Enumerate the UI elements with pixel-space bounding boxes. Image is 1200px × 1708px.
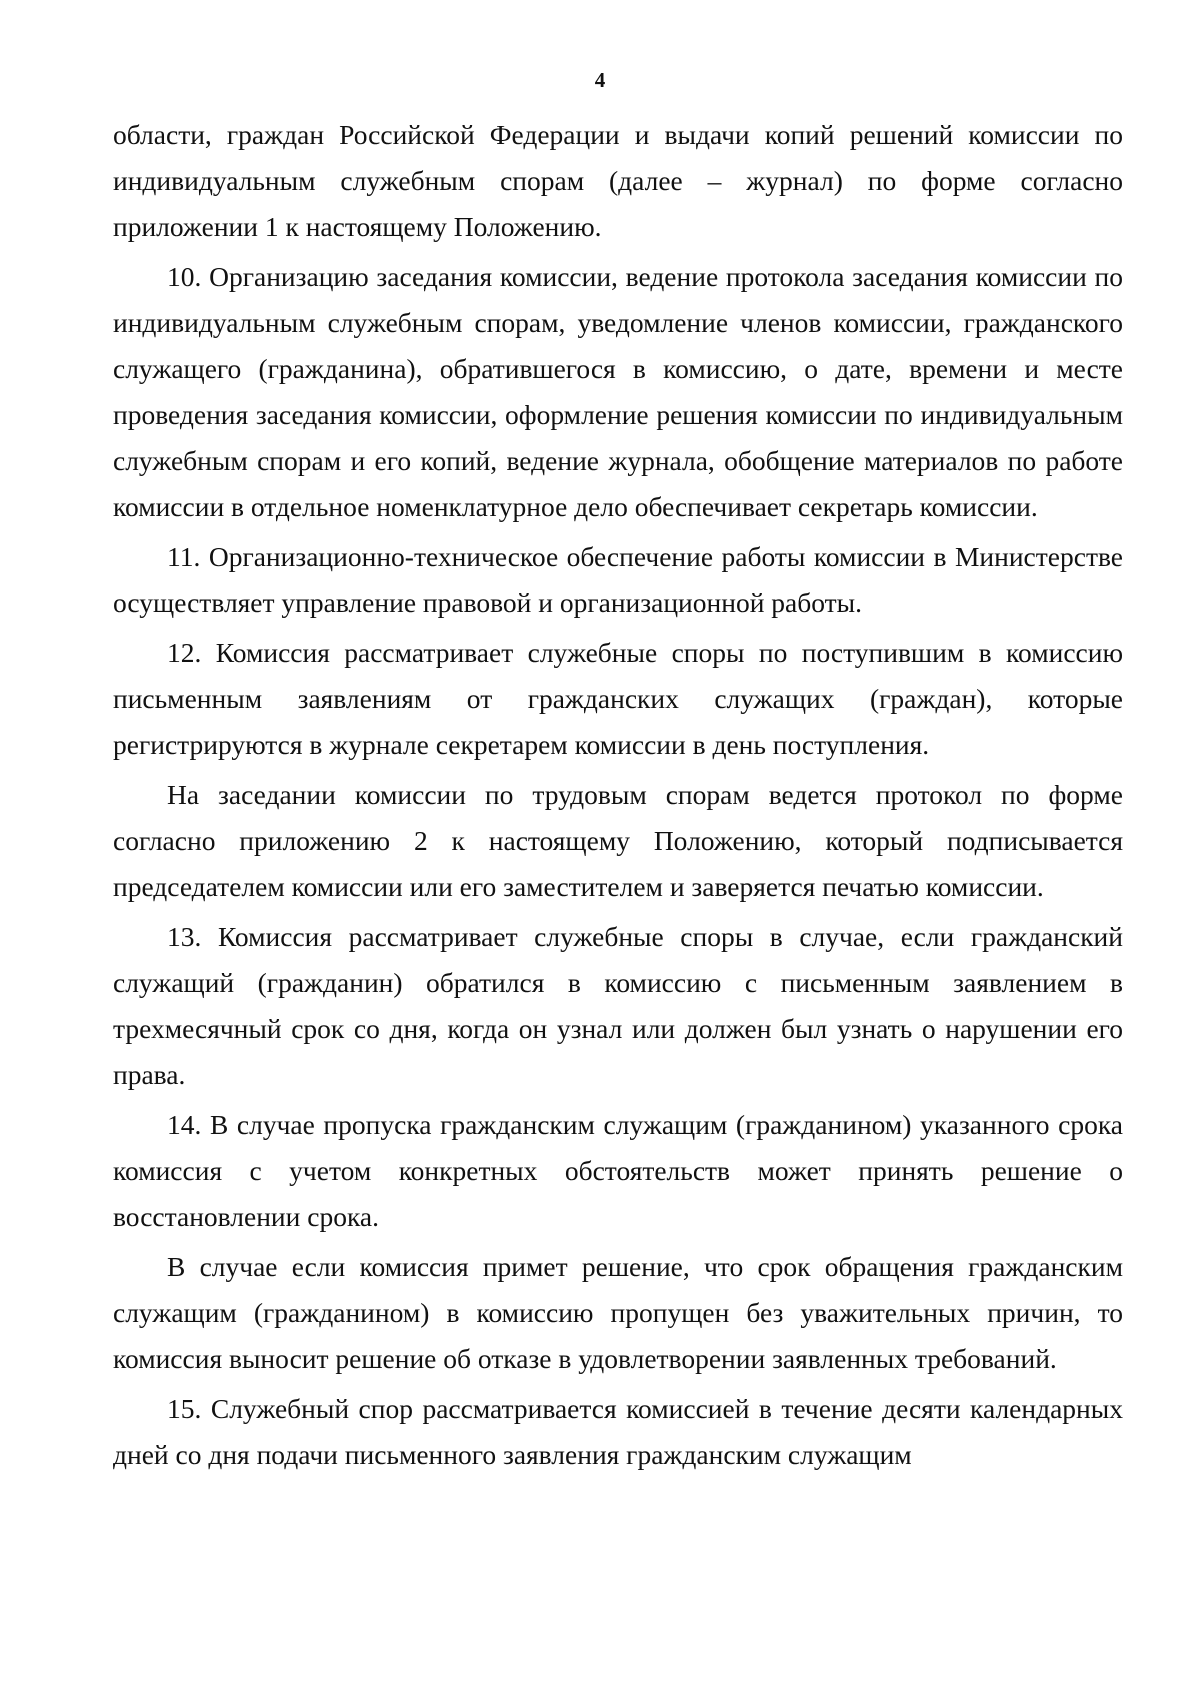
document-body [113, 112, 1123, 1478]
paragraph-12: 12. Комиссия рассматривает служебные споры по поступившим в комиссию письменным заявлениям от гражданских служащих (граждан), которые регистрируются в журнале секретарем комиссии в день поступления. [113, 637, 1123, 760]
paragraph-14: 14. В случае пропуска гражданским служащим (гражданином) указанного срока комиссия с учетом конкретных обстоятельств может принять решение о восстановлении срока. [113, 1109, 1123, 1232]
page-number: 4 [594, 68, 606, 92]
paragraph-14-refusal: В случае если комиссия примет решение, что срок обращения гражданским служащим (гражданином) в комиссию пропущен без уважительных причин, то комиссия выносит решение об отказе в удовлетворении заявленных требований. [113, 1251, 1123, 1374]
paragraph-11: 11. Организационно-техническое обеспечение работы комиссии в Министерстве осуществляет управление правовой и организационной работы. [113, 541, 1123, 618]
paragraph-13: 13. Комиссия рассматривает служебные споры в случае, если гражданский служащий (гражданин) обратился в комиссию с письменным заявлением в трехмесячный срок со дня, когда он узнал или должен был узнать о нарушении его права. [113, 921, 1123, 1090]
paragraph-12-protocol: На заседании комиссии по трудовым спорам ведется протокол по форме согласно приложению 2 к настоящему Положению, который подписывается председателем комиссии или его заместителем и заверяется печатью комиссии. [113, 779, 1123, 902]
paragraph-intro-continuation: области, граждан Российской Федерации и выдачи копий решений комиссии по индивидуальным служебным спорам (далее – журнал) по форме согласно приложении 1 к настоящему Положению. [113, 119, 1123, 242]
paragraph-10: 10. Организацию заседания комиссии, ведение протокола заседания комиссии по индивидуальным служебным спорам, уведомление членов комиссии, гражданского служащего (гражданина), обратившегося в комиссию, о дате, времени и месте проведения заседания комиссии, оформление решения комиссии по индивидуальным служебным спорам и его копий, ведение журнала, обобщение материалов по работе комиссии в отдельное номенклатурное дело обеспечивает секретарь комиссии. [113, 261, 1123, 522]
paragraph-15: 15. Служебный спор рассматривается комиссией в течение десяти календарных дней со дня подачи письменного заявления гражданским служащим [113, 1393, 1123, 1470]
